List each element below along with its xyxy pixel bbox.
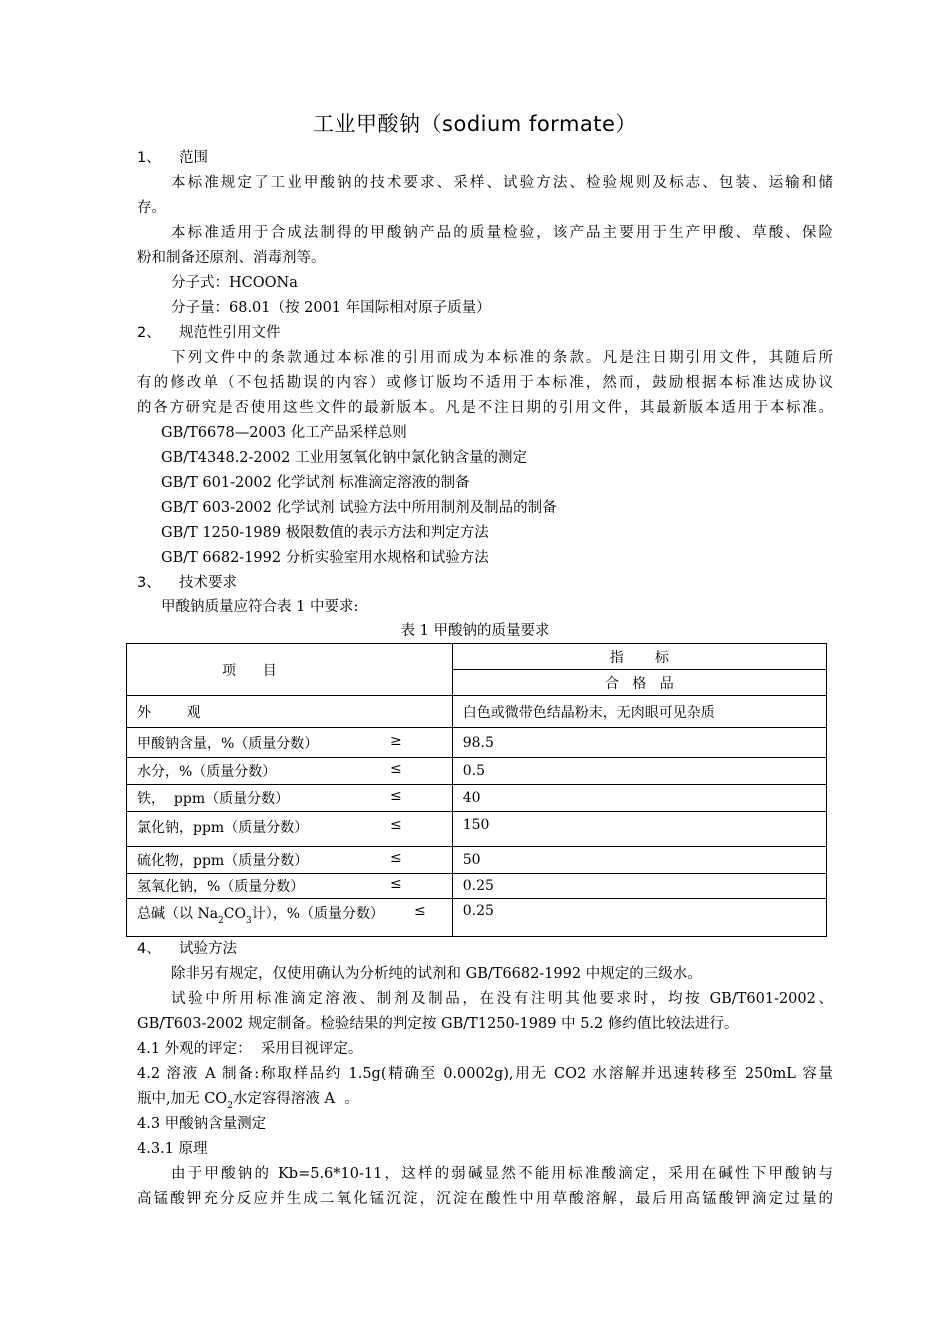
- section-title: 试验方法: [179, 941, 237, 957]
- table-row: [127, 785, 827, 812]
- paragraph-line: 有的修改单（不包括勘误的内容）或修订版均不适用于本标准，然而，鼓励根据本标准达成协议: [137, 375, 833, 391]
- section-2-heading: [137, 323, 837, 343]
- header-item: [127, 644, 453, 696]
- header-index-label: 指 标: [609, 649, 669, 666]
- table-row: [127, 899, 827, 937]
- paragraph-line: 存。: [137, 200, 166, 216]
- subscript: 3: [245, 916, 252, 926]
- paragraph-line: 本标准适用于合成法制得的甲酸钠产品的质量检验，该产品主要用于生产甲酸、草酸、保险: [171, 225, 833, 241]
- reference-item: GB/T 601-2002 化学试剂 标准滴定溶液的制备: [161, 475, 470, 491]
- row-value: 0.5: [452, 758, 826, 785]
- header-item-label: 项 目: [222, 662, 277, 679]
- section-title: 技术要求: [179, 575, 237, 591]
- molecular-mass: 分子量：68.01（按 2001 年国际相对原子质量）: [171, 300, 491, 316]
- subsection-4-3: 4.3 甲酸钠含量测定: [137, 1116, 267, 1132]
- row-item: [127, 899, 453, 937]
- header-grade-label: 合 格 品: [605, 675, 674, 692]
- reference-item: GB/T 6682-1992 分析实验室用水规格和试验方法: [161, 550, 489, 566]
- table-row: [127, 874, 827, 899]
- row-value: 0.25: [452, 874, 826, 899]
- section-3-heading: [137, 573, 837, 593]
- subsection-4-3-1: 4.3.1 原理: [137, 1141, 208, 1157]
- section-number: 3、: [137, 575, 161, 591]
- row-item-label: 铁， ppm（质量分数）: [137, 791, 290, 807]
- row-item-label: 氯化钠，ppm（质量分数）: [137, 820, 309, 836]
- paragraph-line: 下列文件中的条款通过本标准的引用而成为本标准的条款。凡是注日期引用文件，其随后所: [171, 350, 833, 366]
- row-value: 50: [452, 847, 826, 874]
- comparison-sign: ≤: [390, 876, 402, 892]
- table-row: [127, 728, 827, 758]
- subsection-4-2: 4.2 溶液 A 制备:称取样品约 1.5g(精确至 0.0002g),用无 CO2 水溶解并迅速转移至 250mL 容量: [137, 1066, 833, 1082]
- paragraph-line: 由于甲酸钠的 Kb=5.6*10-11，这样的弱碱显然不能用标准酸滴定，采用在碱性下甲酸钠与: [171, 1166, 833, 1182]
- reference-item: GB/T 1250-1989 极限数值的表示方法和判定方法: [161, 525, 489, 541]
- label-part: 计），%（质量分数）: [251, 906, 385, 922]
- section-number: 4、: [137, 941, 161, 957]
- paragraph-line: GB/T603-2002 规定制备。检验结果的判定按 GB/T1250-1989 中 5.2 修约值比较法进行。: [137, 1016, 739, 1032]
- row-item-label: 硫化物，ppm（质量分数）: [137, 853, 309, 869]
- reference-item: GB/T6678—2003 化工产品采样总则: [161, 425, 407, 441]
- subscript: 2: [218, 916, 224, 926]
- comparison-sign: ≥: [390, 732, 402, 749]
- text-part: 水定容得溶液 A 。: [232, 1091, 359, 1107]
- label-part: 总碱（以 Na: [137, 906, 219, 922]
- text-part: 瓶中,加无 CO: [137, 1091, 228, 1107]
- row-value: 0.25: [452, 899, 826, 937]
- row-item-label: 氢氧化钠，%（质量分数）: [137, 879, 305, 895]
- row-item-label: 甲酸钠含量，%（质量分数）: [137, 735, 319, 752]
- section-title: 范围: [179, 150, 208, 166]
- section-number: 1、: [137, 150, 161, 166]
- row-item-label: 外 观: [137, 704, 201, 721]
- paragraph-line: 试验中所用标准滴定溶液、制剂及制品，在没有注明其他要求时，均按 GB/T601-2002、: [171, 991, 833, 1007]
- section-4-heading: [137, 939, 837, 959]
- row-item: [127, 812, 453, 847]
- row-item-label: 水分，%（质量分数）: [137, 764, 277, 780]
- reference-item: GB/T 603-2002 化学试剂 试验方法中所用制剂及制品的制备: [161, 500, 557, 516]
- row-item: [127, 785, 453, 812]
- subscript: 2: [227, 1101, 233, 1111]
- paragraph-line: 高锰酸钾充分反应并生成二氧化锰沉淀，沉淀在酸性中用草酸溶解，最后用高锰酸钾滴定过量的: [137, 1191, 833, 1207]
- row-value: 40: [452, 785, 826, 812]
- reference-item: GB/T4348.2-2002 工业用氢氧化钠中氯化钠含量的测定: [161, 450, 527, 466]
- paragraph-line: 粉和制备还原剂、消毒剂等。: [137, 250, 326, 266]
- quality-requirements-table: [126, 643, 827, 937]
- document-title: 工业甲酸钠（sodium formate）: [313, 112, 637, 136]
- comparison-sign: ≤: [390, 850, 402, 866]
- table-row: [127, 696, 827, 728]
- header-index: [452, 644, 826, 670]
- row-item: [127, 728, 453, 758]
- comparison-sign: ≤: [414, 903, 426, 919]
- paragraph-line: 本标准规定了工业甲酸钠的技术要求、采样、试验方法、检验规则及标志、包装、运输和储: [171, 175, 833, 191]
- table-caption: 表 1 甲酸钠的质量要求: [400, 623, 550, 639]
- row-value: 98.5: [452, 728, 826, 758]
- paragraph-line: 除非另有规定，仅使用确认为分析纯的试剂和 GB/T6682-1992 中规定的三级水。: [171, 966, 702, 982]
- comparison-sign: ≤: [390, 788, 402, 804]
- section-title: 规范性引用文件: [179, 325, 281, 341]
- table-row: [127, 847, 827, 874]
- header-grade: [452, 670, 826, 696]
- molecular-formula: 分子式：HCOONa: [171, 275, 298, 291]
- paragraph-line: 的各方研究是否使用这些文件的最新版本。凡是不注日期的引用文件，其最新版本适用于本标准。: [137, 400, 833, 416]
- comparison-sign: ≤: [390, 761, 402, 777]
- label-part: CO: [223, 906, 246, 922]
- row-item: [127, 696, 453, 728]
- row-value: 150: [452, 812, 826, 847]
- table-row: [127, 812, 827, 847]
- section-number: 2、: [137, 325, 161, 341]
- paragraph-line: [137, 1089, 837, 1116]
- table-intro: 甲酸钠质量应符合表 1 中要求:: [161, 599, 359, 615]
- row-value: 白色或微带色结晶粉末，无肉眼可见杂质: [452, 696, 826, 728]
- row-item-label: [137, 903, 384, 926]
- row-item: [127, 847, 453, 874]
- table-row: [127, 758, 827, 785]
- subsection-4-1: 4.1 外观的评定： 采用目视评定。: [137, 1041, 363, 1057]
- comparison-sign: ≤: [390, 817, 402, 833]
- section-1-heading: [137, 148, 837, 168]
- row-item: [127, 758, 453, 785]
- row-item: [127, 874, 453, 899]
